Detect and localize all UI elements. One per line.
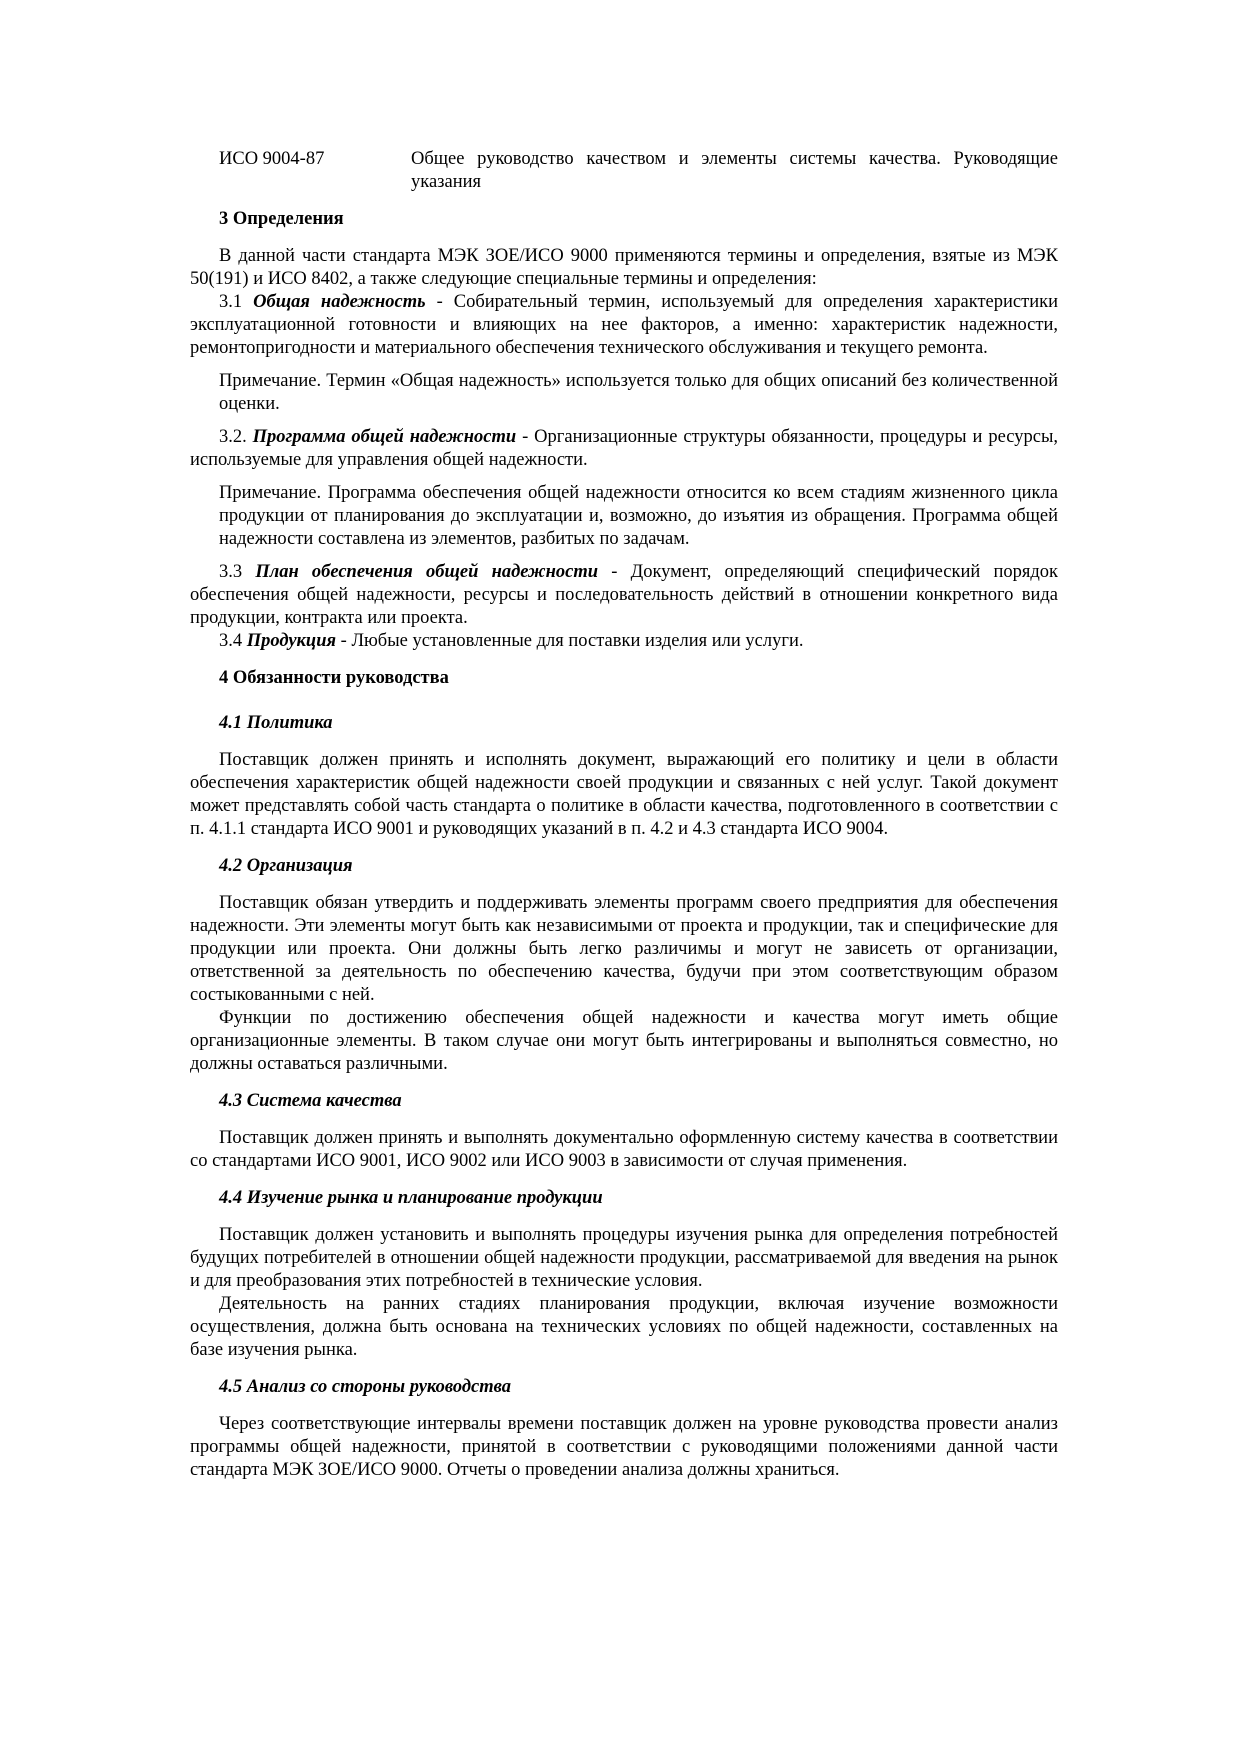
subsection-4-1-text: Поставщик должен принять и исполнять документ, выражающий его политику и цели в области обеспечения характеристик общей надежности своей продукции и связанных с ней услуг. Такой документ может представлять собой часть стандарта о политике в области качества, подготовленного в соответствии с п. 4.1.1 стандарта ИСО 9001 и руководящих указаний в п. 4.2 и 4.3 стандарта ИСО 9004.: [190, 750, 1058, 839]
definition-text: - Собирательный термин, используемый для определения характеристики эксплуатационной готовности и влияющих на нее факторов, а именно: характеристик надежности, ремонтопригодности и материального обеспечения технического обслуживания и текущего ремонта.: [190, 292, 1058, 358]
subsection-4-2-text-1: Поставщик обязан утвердить и поддерживать элементы программ своего предприятия для обеспечения надежности. Эти элементы могут быть как независимыми от проекта и продукции, так и специфические для продукции или проекта. Они должны быть легко различимы и могут не зависеть от организации, ответственной за деятельность по обеспечению качества, будучи при этом соответствующим образом состыкованными с ней.: [190, 893, 1058, 1005]
subsection-4-5-text: Через соответствующие интервалы времени поставщик должен на уровне руководства провести анализ программы общей надежности, принятой в соответствии с руководящими положениями данной части стандарта МЭК ЗОЕ/ИСО 9000. Отчеты о проведении анализа должны храниться.: [190, 1414, 1058, 1480]
definition-text: - Документ, определяющий специфический порядок обеспечения общей надежности, ресурсы и последовательность действий в отношении конкретного вида продукции, контракта или проекта.: [190, 562, 1059, 628]
section-4-heading: 4 Обязанности руководства: [219, 668, 449, 688]
definition-term: План обеспечения общей надежности: [255, 562, 599, 582]
subsection-4-4-text-1: Поставщик должен установить и выполнять процедуры изучения рынка для определения потребностей будущих потребителей в отношении общей надежности продукции, рассматриваемой для введения на рынок и для преобразования этих потребностей в технические условия.: [190, 1225, 1058, 1291]
reference-row: [219, 148, 1058, 194]
section-3-intro: В данной части стандарта МЭК ЗОЕ/ИСО 9000 применяются термины и определения, взятые из МЭК 50(191) и ИСО 8402, а также следующие специальные термины и определения:: [190, 246, 1058, 289]
definition-number: 3.1: [219, 292, 254, 312]
subsection-4-3-text: Поставщик должен принять и выполнять документально оформленную систему качества в соответствии со стандартами ИСО 9001, ИСО 9002 или ИСО 9003 в зависимости от случая применения.: [190, 1128, 1058, 1171]
definition-term: Программа общей надежности: [252, 427, 517, 447]
note-3-1: Примечание. Термин «Общая надежность» используется только для общих описаний без количественной оценки.: [219, 371, 1058, 414]
definition-3-1: [190, 291, 1058, 360]
section-3-heading: 3 Определения: [219, 209, 344, 229]
note-3-2: Примечание. Программа обеспечения общей надежности относится ко всем стадиям жизненного цикла продукции от планирования до эксплуатации и, возможно, до изъятия из обращения. Программа общей надежности составлена из элементов, разбитых по задачам.: [219, 483, 1058, 549]
subsection-4-2-heading: 4.2 Организация: [219, 856, 353, 876]
document-page: [190, 148, 1058, 1482]
definition-3-3: [190, 561, 1058, 630]
definition-text: - Организационные структуры обязанности, процедуры и ресурсы, используемые для управления общей надежности.: [190, 427, 1059, 470]
subsection-4-5-heading: 4.5 Анализ со стороны руководства: [219, 1377, 512, 1397]
definition-text: - Любые установленные для поставки изделия или услуги.: [336, 631, 804, 651]
definition-term: Продукция: [246, 631, 337, 651]
reference-title: Общее руководство качеством и элементы системы качества. Руководящие указания: [411, 149, 1058, 192]
reference-code: ИСО 9004-87: [219, 149, 325, 169]
definition-3-4: [190, 630, 1058, 653]
subsection-4-4-text-2: Деятельность на ранних стадиях планирования продукции, включая изучение возможности осуществления, должна быть основана на технических условиях по общей надежности, составленных на базе изучения рынка.: [190, 1294, 1058, 1360]
subsection-4-1-heading: 4.1 Политика: [219, 713, 333, 733]
subsection-4-3-heading: 4.3 Система качества: [219, 1091, 402, 1111]
definition-number: 3.4: [219, 631, 247, 651]
definition-3-2: [190, 426, 1058, 472]
definition-number: 3.3: [219, 562, 256, 582]
definition-term: Общая надежность: [253, 292, 426, 312]
definition-number: 3.2.: [219, 427, 253, 447]
subsection-4-4-heading: 4.4 Изучение рынка и планирование продукции: [219, 1188, 603, 1208]
subsection-4-2-text-2: Функции по достижению обеспечения общей надежности и качества могут иметь общие организационные элементы. В таком случае они могут быть интегрированы и выполняться совместно, но должны оставаться различными.: [190, 1008, 1058, 1074]
